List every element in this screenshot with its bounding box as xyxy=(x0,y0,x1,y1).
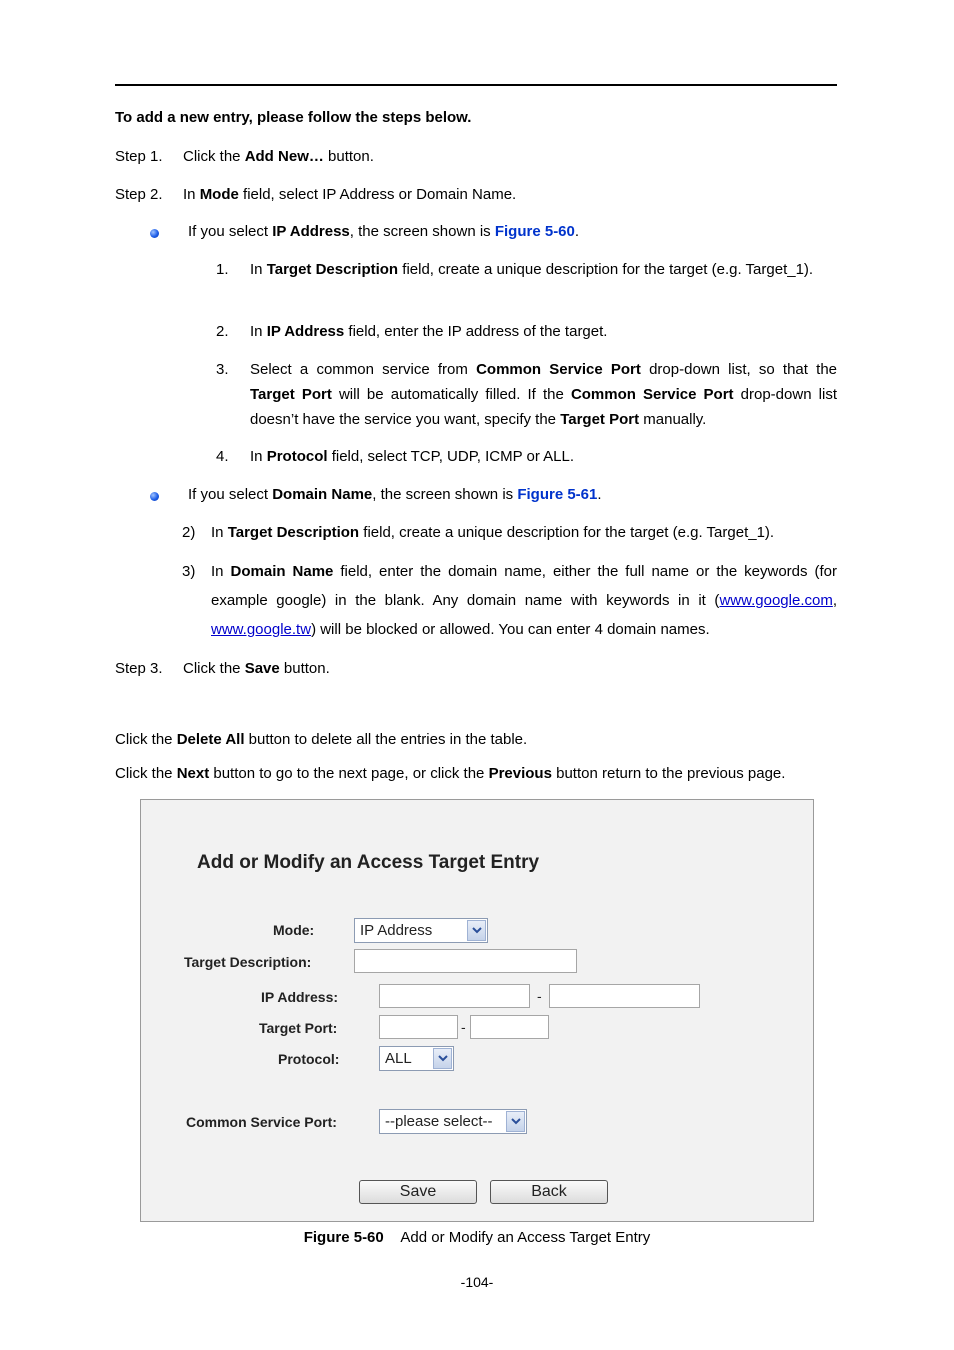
step1-text: Click the Add New… button. xyxy=(183,148,374,165)
google-tw-link[interactable]: www.google.tw xyxy=(211,621,312,638)
step2-text: In Mode field, select IP Address or Domain Name. xyxy=(183,186,517,203)
mode-value: IP Address xyxy=(360,922,433,939)
port-range-dash: - xyxy=(461,1019,466,1035)
ip-end-input[interactable] xyxy=(549,984,700,1008)
back-button[interactable]: Back xyxy=(490,1180,608,1204)
figure-ref-link[interactable]: Figure 5-60 xyxy=(494,223,575,240)
port-end-input[interactable] xyxy=(470,1015,549,1039)
ip-range-dash: - xyxy=(537,988,542,1004)
header-rule xyxy=(115,84,837,86)
google-com-link[interactable]: www.google.com xyxy=(719,592,833,609)
chevron-down-icon xyxy=(433,1048,452,1069)
chevron-down-icon xyxy=(506,1111,525,1132)
save-button[interactable]: Save xyxy=(359,1180,477,1204)
ip-item-num: 3. xyxy=(216,361,229,378)
step3-text: Click the Save button. xyxy=(183,660,330,677)
common-service-port-value: --please select-- xyxy=(385,1113,493,1130)
dn-item-num: 3) xyxy=(182,563,196,580)
bullet-icon xyxy=(150,229,159,238)
protocol-value: ALL xyxy=(385,1050,412,1067)
ip-address-label: IP Address: xyxy=(261,989,339,1005)
intro-heading: To add a new entry, please follow the steps below. xyxy=(115,109,472,126)
delete-all-paragraph: Click the Delete All button to delete all the entries in the table. xyxy=(115,731,528,748)
figure-ref-link[interactable]: Figure 5-61 xyxy=(517,486,598,503)
mode-label: Mode: xyxy=(273,922,315,938)
common-service-port-label: Common Service Port: xyxy=(186,1114,337,1130)
mode-select[interactable] xyxy=(354,918,488,943)
page-number: -104- xyxy=(460,1274,494,1290)
ip-item-text: In IP Address field, enter the IP address of the target. xyxy=(250,323,608,340)
dn-item-num: 2) xyxy=(182,524,196,541)
target-description-label: Target Description: xyxy=(184,954,312,970)
form-title: Add or Modify an Access Target Entry xyxy=(197,852,540,873)
bullet2-text: If you select Domain Name, the screen shown is Figure 5-61. xyxy=(188,486,602,503)
ip-item-num: 2. xyxy=(216,323,229,340)
target-description-input[interactable] xyxy=(354,949,577,973)
target-port-label: Target Port: xyxy=(259,1020,338,1036)
protocol-select[interactable] xyxy=(379,1046,454,1071)
ip-start-input[interactable] xyxy=(379,984,530,1008)
ip-item-text: In Target Description field, create a unique description for the target (e.g. Target_1). xyxy=(250,261,814,278)
ip-item-num: 1. xyxy=(216,261,229,278)
bullet-icon xyxy=(150,492,159,501)
bullet1-text: If you select IP Address, the screen shown is Figure 5-60. xyxy=(188,223,580,240)
step3-label: Step 3. xyxy=(115,660,163,677)
common-service-port-select[interactable] xyxy=(379,1109,527,1134)
step2-label: Step 2. xyxy=(115,186,163,203)
dn-item-text: In Target Description field, create a unique description for the target (e.g. Target_1). xyxy=(211,524,775,541)
dn-item-text: In Domain Name field, enter the domain name, either the full name or the keywords (for example google) in the blank. Any domain name with keywords in it (www.google.com, www.google.tw) will be blocked or allowed. You can enter 4 domain names. xyxy=(211,563,838,638)
port-start-input[interactable] xyxy=(379,1015,458,1039)
figure-caption: Figure 5-60 Add or Modify an Access Target Entry xyxy=(303,1229,651,1246)
ip-item-text: In Protocol field, select TCP, UDP, ICMP or ALL. xyxy=(250,448,575,465)
step1-label: Step 1. xyxy=(115,148,163,165)
chevron-down-icon xyxy=(467,920,486,941)
next-previous-paragraph: Click the Next button to go to the next page, or click the Previous button return to the previous page. xyxy=(115,765,786,782)
ip-item-text: Select a common service from Common Service Port drop-down list, so that the Target Port will be automatically filled. If the Common Service Port drop-down list doesn’t have the service you want, specify the Target Port manually. xyxy=(250,361,838,428)
access-target-form-screenshot xyxy=(140,799,814,1222)
ip-item-num: 4. xyxy=(216,448,229,465)
protocol-label: Protocol: xyxy=(278,1051,340,1067)
